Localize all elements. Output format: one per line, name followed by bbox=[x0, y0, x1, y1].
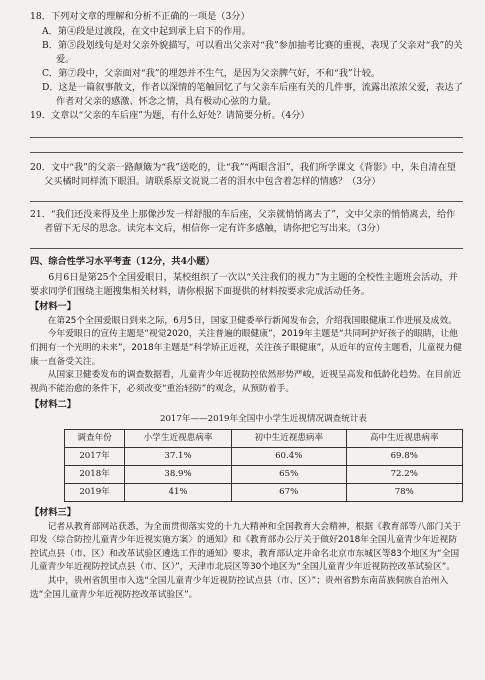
table-cell: 38.9% bbox=[125, 465, 232, 483]
table-cell: 2018年 bbox=[65, 465, 125, 483]
table-header: 初中生近视患病率 bbox=[231, 429, 346, 447]
table-row bbox=[65, 465, 463, 483]
table-cell: 2017年 bbox=[65, 447, 125, 465]
table-cell: 65% bbox=[231, 465, 346, 483]
material-3-paragraph: 记者从教育部网站获悉，为全面贯彻落实党的十九大精神和全国教育大会精神，根据《教育部等八部门关于印发〈综合防控儿童青少年近视实施方案〉的通知》和《教育部办公厅关于做好2018年全国儿童青少年近视防控试点县（市、区）和改革试验区遴选工作的通知》要求，教育部认定并命名北京市东城区等83个地区为“全国儿童青少年近视防控试点县（市、区）”，天津市北辰区等30个地区为“全国儿童青少年近视防控改革试验区”。 bbox=[30, 521, 462, 573]
answer-line bbox=[30, 137, 463, 138]
table-header-row bbox=[65, 429, 463, 447]
question-20: 20．文中“我”的父亲一路颠簸为“我”送吃的，让“我”“两眼含泪”，我们所学课文《背影》中，朱自清在望父买橘时同样流下眼泪。请联系原文说说二者的泪水中包含着怎样的情感？（3分） bbox=[30, 161, 456, 187]
table-header: 小学生近视患病率 bbox=[125, 429, 232, 447]
answer-line bbox=[30, 201, 463, 202]
section-4-title: 四、综合性学习水平考查（12分，共4小题） bbox=[30, 255, 215, 267]
question-18 bbox=[30, 10, 463, 109]
material-3-label: 【材料三】 bbox=[30, 506, 76, 518]
question-21: 21．“我们还没来得及坐上那像沙发一样舒服的车后座，父亲就悄悄离去了”，文中父亲的悄悄离去，给作者留下无尽的思念。读完本文后，相信你一定有许多感触，请你把它写出来。（3分） bbox=[30, 208, 456, 234]
material-1-paragraph: 从国家卫健委发布的调查数据看，儿童青少年近视防控依然形势严峻，近视呈高发和低龄化趋势。在目前近视尚不能治愈的条件下，必须改变“重治轻防”的观念，从预防着手。 bbox=[30, 370, 462, 394]
material-1-label: 【材料一】 bbox=[30, 300, 76, 312]
table-cell: 37.1% bbox=[125, 447, 232, 465]
material-2-label: 【材料二】 bbox=[30, 398, 76, 410]
question-18-option-a: A．第④段是过渡段，在文中起到承上启下的作用。 bbox=[42, 25, 251, 37]
question-18-title: 18．下列对文章的理解和分析不正确的一项是（3分） bbox=[30, 11, 250, 22]
table-cell: 67% bbox=[231, 483, 346, 501]
section-4-intro: 6月6日是第25个全国爱眼日，某校组织了一次以“关注我们的视力”为主题的全校性主题班会活动，并要求同学们围绕主题搜集相关材料，请你根据下面提供的材料按要求完成活动任务。 bbox=[30, 271, 458, 297]
table-row bbox=[65, 447, 463, 465]
table-cell: 78% bbox=[346, 483, 463, 501]
table-header: 高中生近视患病率 bbox=[346, 429, 463, 447]
table-cell: 69.8% bbox=[346, 447, 463, 465]
question-19: 19．文章以“父亲的车后座”为题，有什么好处？请简要分析。（4分） bbox=[30, 109, 310, 121]
table-title: 2017年——2019年全国中小学生近视情况调查统计表 bbox=[159, 414, 368, 425]
question-18-option-d: D．这是一篇叙事散文，作者以深情的笔触回忆了与父亲车后座有关的几件事，流露出浓浓父爱，表达了作者对父亲的感激、怀念之情，具有极动心弦的力量。 bbox=[42, 81, 463, 107]
table-cell: 41% bbox=[125, 483, 232, 501]
myopia-stats-table bbox=[64, 413, 463, 501]
answer-line bbox=[30, 152, 463, 153]
material-1-paragraph: 在第25个全国爱眼日到来之际，6月5日，国家卫健委举行新闻发布会，介绍我国眼健康工作进展及成效。 bbox=[47, 315, 458, 326]
material-1-paragraph: 今年爱眼日的宣传主题是“视觉2020，关注普遍的眼健康”，2019年主题是“共同呵护好孩子的眼睛，让他们拥有一个光明的未来”，2018年主题是“科学矫正近视，关注孩子眼健康”，从近年的宣传主题看，儿童视力健康一直备受关注。 bbox=[30, 329, 462, 367]
answer-line bbox=[30, 248, 463, 249]
material-3-paragraph: 其中，贵州省凯里市入选“全国儿童青少年近视防控试点县（市、区）”；贵州省黔东南苗族侗族自治州入选“全国儿童青少年近视防控改革试验区”。 bbox=[30, 576, 449, 600]
question-18-option-b: B．第⑤段划线句是对父亲外貌描写，可以看出父亲对“我”参加抽考比赛的重视，表现了父亲对“我”的关爱。 bbox=[42, 39, 463, 65]
table-cell: 2019年 bbox=[65, 483, 125, 501]
question-18-option-c: C．第⑦段中，父亲面对“我”的埋怨并不生气，是因为父亲脾气好，不和“我”计较。 bbox=[42, 67, 381, 79]
table-cell: 72.2% bbox=[346, 465, 463, 483]
table-row bbox=[65, 483, 463, 501]
table-header: 调查年份 bbox=[65, 429, 125, 447]
table-cell: 60.4% bbox=[231, 447, 346, 465]
